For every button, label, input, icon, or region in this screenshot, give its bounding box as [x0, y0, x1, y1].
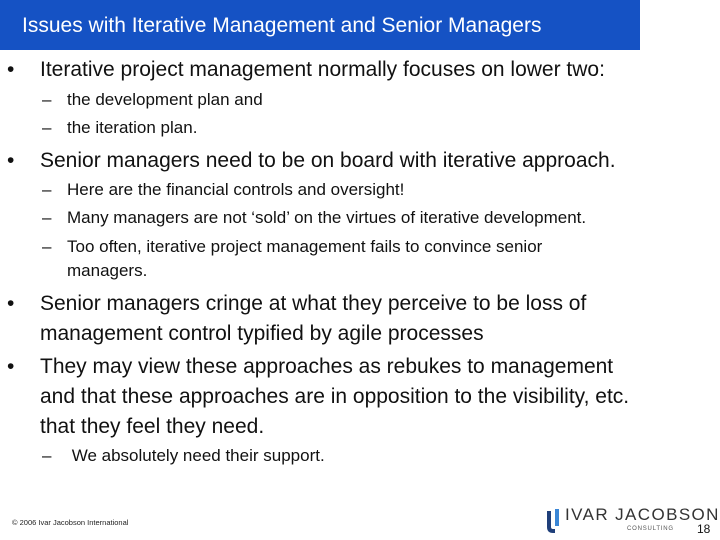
bullet-3-line-2: management control typified by agile processes — [40, 322, 484, 345]
page-number: 18 — [697, 522, 711, 536]
logo-subtitle: CONSULTING — [627, 526, 674, 532]
dash-symbol: – — [42, 90, 52, 109]
bullet-4-sub-1-line-1: We absolutely need their support. — [67, 446, 325, 465]
dash-symbol: – — [42, 446, 52, 465]
bullet-2-sub-2-line-1: Many managers are not ‘sold’ on the virtues of iterative development. — [67, 208, 587, 227]
bullet-2-sub-3-line-1: Too often, iterative project management fails to convince senior — [67, 237, 543, 256]
bullet-symbol: • — [7, 355, 15, 378]
bullet-symbol: • — [7, 292, 15, 315]
logo-name: IVAR JACOBSON — [565, 505, 720, 524]
logo-mark-icon — [543, 505, 563, 535]
bullet-1-sub-1-line-1: the development plan and — [67, 90, 263, 109]
slide-title: Issues with Iterative Management and Senior Managers — [22, 14, 542, 37]
bullet-2-line-1: Senior managers need to be on board with iterative approach. — [40, 149, 616, 172]
dash-symbol: – — [42, 237, 52, 256]
bullet-4-line-3: that they feel they need. — [40, 415, 265, 438]
bullet-2-sub-3-line-2: managers. — [67, 261, 148, 280]
copyright-text: © 2006 Ivar Jacobson International — [12, 518, 129, 527]
dash-symbol: – — [42, 118, 52, 137]
bullet-2-sub-1-line-1: Here are the financial controls and oversight! — [67, 180, 405, 199]
bullet-3-line-1: Senior managers cringe at what they perceive to be loss of — [40, 292, 587, 315]
bullet-1-line-1: Iterative project management normally focuses on lower two: — [40, 58, 605, 81]
bullet-1-sub-2-line-1: the iteration plan. — [67, 118, 198, 137]
bullet-symbol: • — [7, 58, 15, 81]
bullet-4-line-1: They may view these approaches as rebukes to management — [40, 355, 614, 378]
bullet-4-line-2: and that these approaches are in opposition to the visibility, etc. — [40, 385, 630, 408]
bullet-symbol: • — [7, 149, 15, 172]
dash-symbol: – — [42, 180, 52, 199]
dash-symbol: – — [42, 208, 52, 227]
